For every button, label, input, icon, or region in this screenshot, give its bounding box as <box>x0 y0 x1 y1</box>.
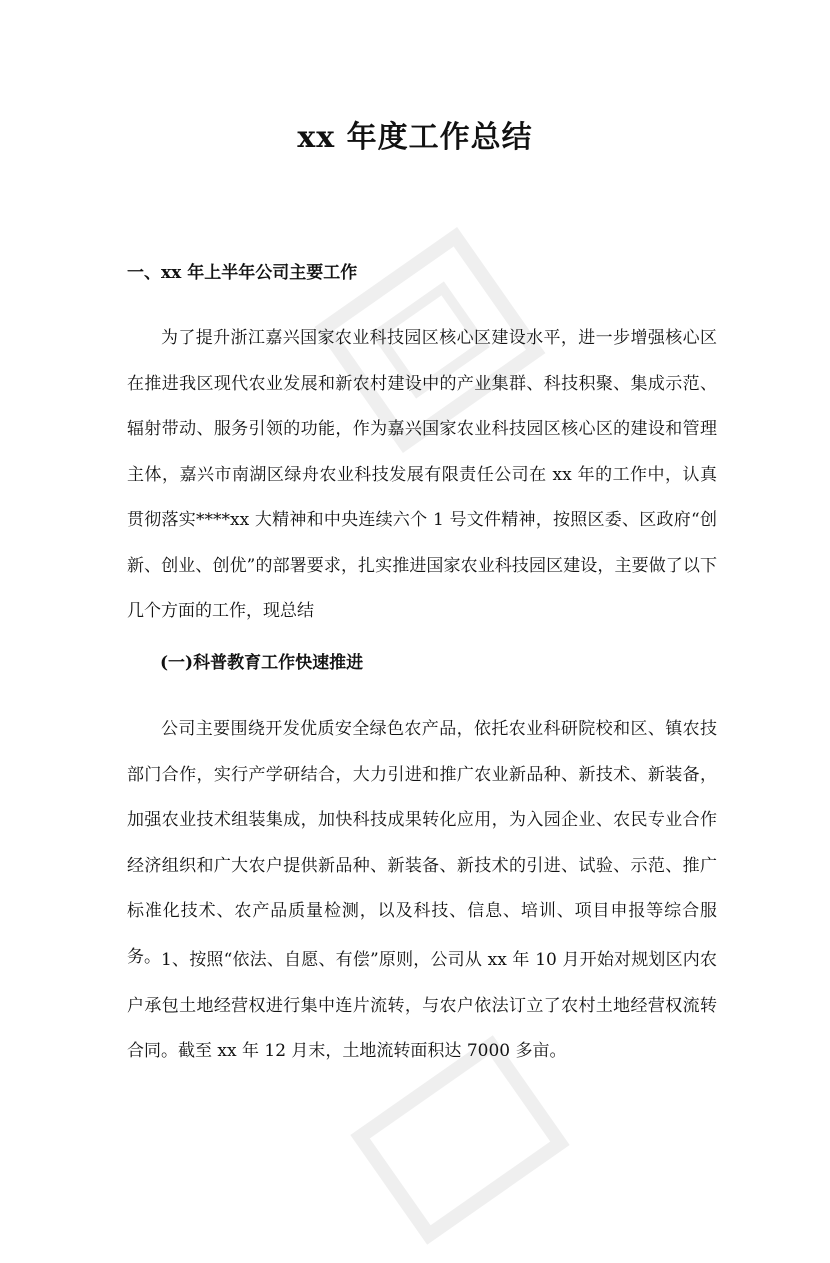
body-paragraph-1: 为了提升浙江嘉兴国家农业科技园区核心区建设水平，进一步增强核心区在推进我区现代农业发展和新农村建设中的产业集群、科技积聚、集成示范、辐射带动、服务引领的功能，作为嘉兴国家农业科技园区核心区的建设和管理主体，嘉兴市南湖区绿舟农业科技发展有限责任公司在 xx 年的工作中，认真贯彻落实****xx 大精神和中央连续六个 1 号文件精神，按照区委、区政府“创新、创业、创优”的部署要求，扎实推进国家农业科技园区建设，主要做了以下几个方面的工作，现总结 <box>127 328 717 621</box>
section-heading: 一、xx 年上半年公司主要工作 <box>127 263 358 283</box>
body-paragraph-3: 1、按照“依法、自愿、有偿”原则，公司从 xx 年 10 月开始对规划区内农户承包土地经营权进行集中连片流转，与农户依法订立了农村土地经营权流转合同。截至 xx 年 12 月末，土地流转面积达 7000 多亩。 <box>127 950 717 1061</box>
document-title: xx 年度工作总结 <box>297 120 533 155</box>
body-paragraph-2: 公司主要围绕开发优质安全绿色农产品，依托农业科研院校和区、镇农技部门合作，实行产学研结合，大力引进和推广农业新品种、新技术、新装备，加强农业技术组装集成，加快科技成果转化应用，为入园企业、农民专业合作经济组织和广大农户提供新品种、新装备、新技术的引进、试验、示范、推广标准化技术、农产品质量检测，以及科技、信息、培训、项目申报等综合服务。 <box>127 719 717 967</box>
subsection-heading: (一)科普教育工作快速推进 <box>160 653 364 673</box>
